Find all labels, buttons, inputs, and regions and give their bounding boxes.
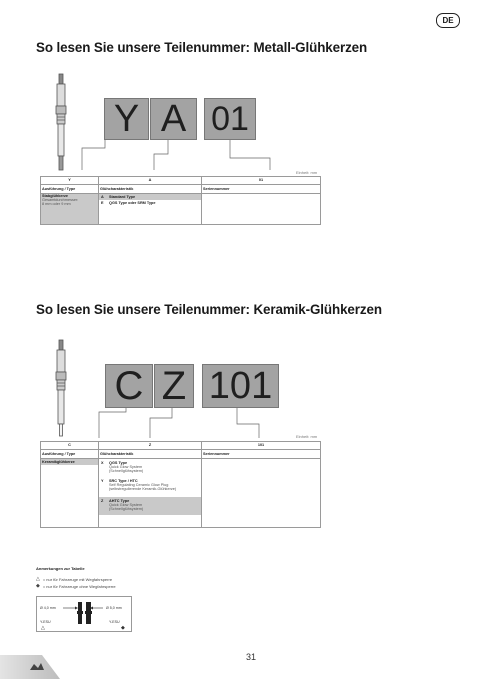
glow-plug-icon — [56, 74, 66, 170]
right-dim-label: Ø 5,0 mm — [106, 606, 122, 610]
glow-options-cell — [99, 194, 202, 225]
option-code: Y — [101, 479, 104, 483]
brand-logo-icon — [28, 661, 46, 673]
code-box-glow: Z — [154, 364, 194, 408]
metal-part-table — [40, 176, 321, 225]
spec-diagram — [36, 596, 132, 632]
left-code-label: Y-ESU — [40, 620, 51, 624]
page-number: 31 — [246, 652, 257, 662]
option-label: QGS Type — [109, 461, 128, 465]
option-row — [99, 459, 201, 477]
table-key-serial: 01 — [202, 177, 321, 185]
language-badge: DE — [436, 13, 460, 28]
notes-title: Anmerkungen zur Tabelle — [36, 566, 85, 571]
option-desc: Quick Glow System (Schnellglühsystem) — [109, 465, 144, 473]
option-code: E — [101, 201, 104, 205]
section-title-metal: So lesen Sie unsere Teilenummer: Metall-Glühkerzen — [36, 40, 368, 55]
triangle-icon: △ — [41, 625, 45, 631]
option-label: SRC Type / HTC — [109, 479, 138, 483]
option-desc: Quick Glow System (Schnellglühsystem) — [109, 503, 144, 511]
serial-cell — [202, 459, 321, 528]
unit-label: Einheit: mm — [296, 170, 318, 175]
table-header-type: Ausführung / Type — [41, 450, 99, 459]
code-box-type: C — [105, 364, 153, 408]
option-row — [99, 497, 201, 515]
table-header-type: Ausführung / Type — [41, 185, 99, 194]
code-box-type: Y — [104, 98, 149, 140]
table-key-glow: Z — [99, 442, 202, 450]
table-key-type: Y — [41, 177, 99, 185]
table-key-serial: 101 — [202, 442, 321, 450]
type-title: Stabglühkerze — [42, 194, 68, 198]
option-label: Standard Type — [109, 195, 136, 199]
glow-options-cell — [99, 459, 202, 528]
unit-label: Einheit: mm — [296, 434, 318, 439]
note-text: = nur für Fahrzeuge ohne Wegfahrsperre — [42, 583, 116, 589]
type-cell — [41, 459, 99, 528]
option-code: X — [101, 461, 104, 465]
table-header-glow: Glühcharakteristik — [99, 450, 202, 459]
ceramic-part-table — [40, 441, 321, 528]
plug-tips-icon — [37, 597, 131, 631]
table-header-serial: Seriennummer — [202, 185, 321, 194]
right-code-label: Y-ESU — [109, 620, 120, 624]
code-box-serial: 01 — [204, 98, 256, 140]
option-row — [99, 477, 201, 497]
table-header-glow: Glühcharakteristik — [99, 185, 202, 194]
note-item — [36, 583, 116, 589]
option-code: A — [101, 195, 104, 199]
diamond-icon: ◆ — [121, 625, 125, 631]
type-desc: Gesamtdurchmesser: 8 mm oder 9 mm — [42, 198, 79, 206]
option-code: Z — [101, 499, 104, 503]
triangle-icon: △ — [36, 576, 40, 582]
option-label: QGS Type oder SRM Type — [109, 201, 156, 205]
section-title-ceramic: So lesen Sie unsere Teilenummer: Keramik-Glühkerzen — [36, 302, 382, 317]
serial-cell — [202, 194, 321, 225]
note-item — [36, 576, 112, 582]
type-cell — [41, 194, 99, 225]
option-label: AHTC Type — [109, 499, 130, 503]
note-text: = nur für Fahrzeuge mit Wegfahrsperre — [42, 576, 113, 582]
code-box-serial: 101 — [202, 364, 279, 408]
glow-plug-icon — [56, 340, 66, 436]
code-box-glow: A — [150, 98, 197, 140]
diamond-icon: ◆ — [36, 583, 40, 589]
option-row — [99, 200, 201, 206]
table-key-type: C — [41, 442, 99, 450]
table-header-serial: Seriennummer — [202, 450, 321, 459]
left-dim-label: Ø 4,0 mm — [40, 606, 56, 610]
table-key-glow: A — [99, 177, 202, 185]
type-title: Keramikglühkerze — [41, 459, 98, 465]
option-desc: Self Regulating Ceramic Glow Plug (selbstregulierende Keramik-Glühkerze) — [109, 483, 177, 491]
